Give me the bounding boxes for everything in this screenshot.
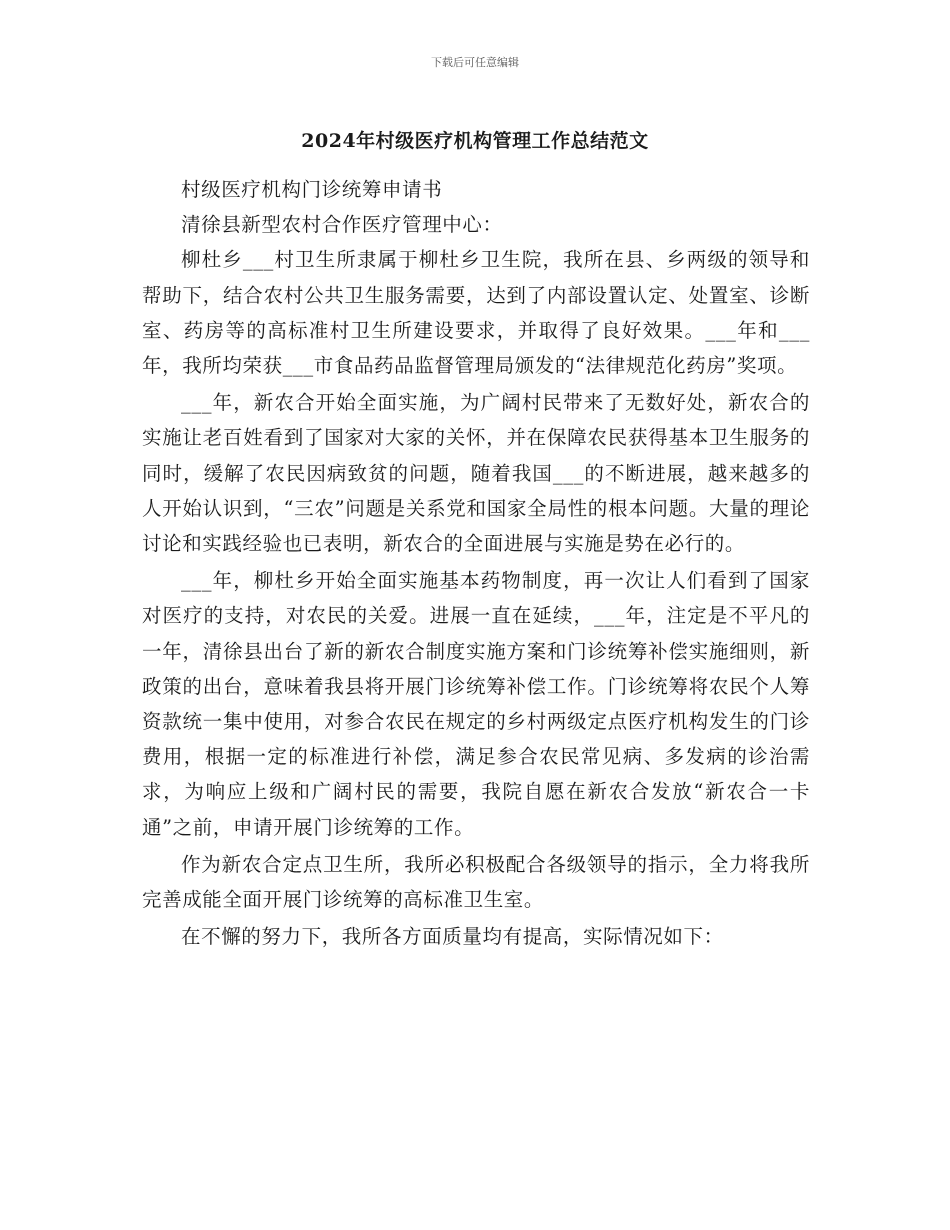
header-note: 下载后可任意编辑 [431, 56, 519, 69]
paragraph-subtitle: 村级医疗机构门诊统筹申请书 [181, 178, 443, 201]
paragraph: ___年，新农合开始全面实施，为广阔村民带来了无数好处，新农合的实施让老百姓看到了国家对大家的关怀，并在保障农民获得基本卫生服务的同时，缓解了农民因病致贫的问题，随着我国___的不断进展，越来越多的人开始认识到，“三农”问题是关系党和国家全局性的根本问题。大量的理论讨论和实践经验也已表明，新农合的全面进展与实施是势在必行的。 [142, 391, 810, 556]
paragraph: ___年，柳杜乡开始全面实施基本药物制度，再一次让人们看到了国家对医疗的支持，对农民的关爱。进展一直在延续，___年，注定是不平凡的一年，清徐县出台了新的新农合制度实施方案和门诊统筹补偿实施细则，新政策的出台，意味着我县将开展门诊统筹补偿工作。门诊统筹将农民个人筹资款统一集中使用，对参合农民在规定的乡村两级定点医疗机构发生的门诊费用，根据一定的标准进行补偿，满足参合农民常见病、多发病的诊治需求，为响应上级和广阔村民的需要，我院自愿在新农合发放“新农合一卡通”之前，申请开展门诊统筹的工作。 [142, 569, 810, 839]
paragraph: 柳杜乡___村卫生所隶属于柳杜乡卫生院，我所在县、乡两级的领导和帮助下，结合农村公共卫生服务需要，达到了内部设置认定、处置室、诊断室、药房等的高标准村卫生所建设要求，并取得了良好效果。___年和___年，我所均荣获___市食品药品监督管理局颁发的“法律规范化药房”奖项。 [142, 248, 810, 378]
paragraph-addressee: 清徐县新型农村合作医疗管理中心： [181, 213, 503, 237]
document-title: 2024年村级医疗机构管理工作总结范文 [301, 130, 649, 152]
paragraph: 在不懈的努力下，我所各方面质量均有提高，实际情况如下： [181, 925, 724, 949]
document-body [142, 172, 810, 954]
paragraph: 作为新农合定点卫生所，我所必积极配合各级领导的指示，全力将我所完善成能全面开展门诊统筹的高标准卫生室。 [142, 852, 810, 912]
